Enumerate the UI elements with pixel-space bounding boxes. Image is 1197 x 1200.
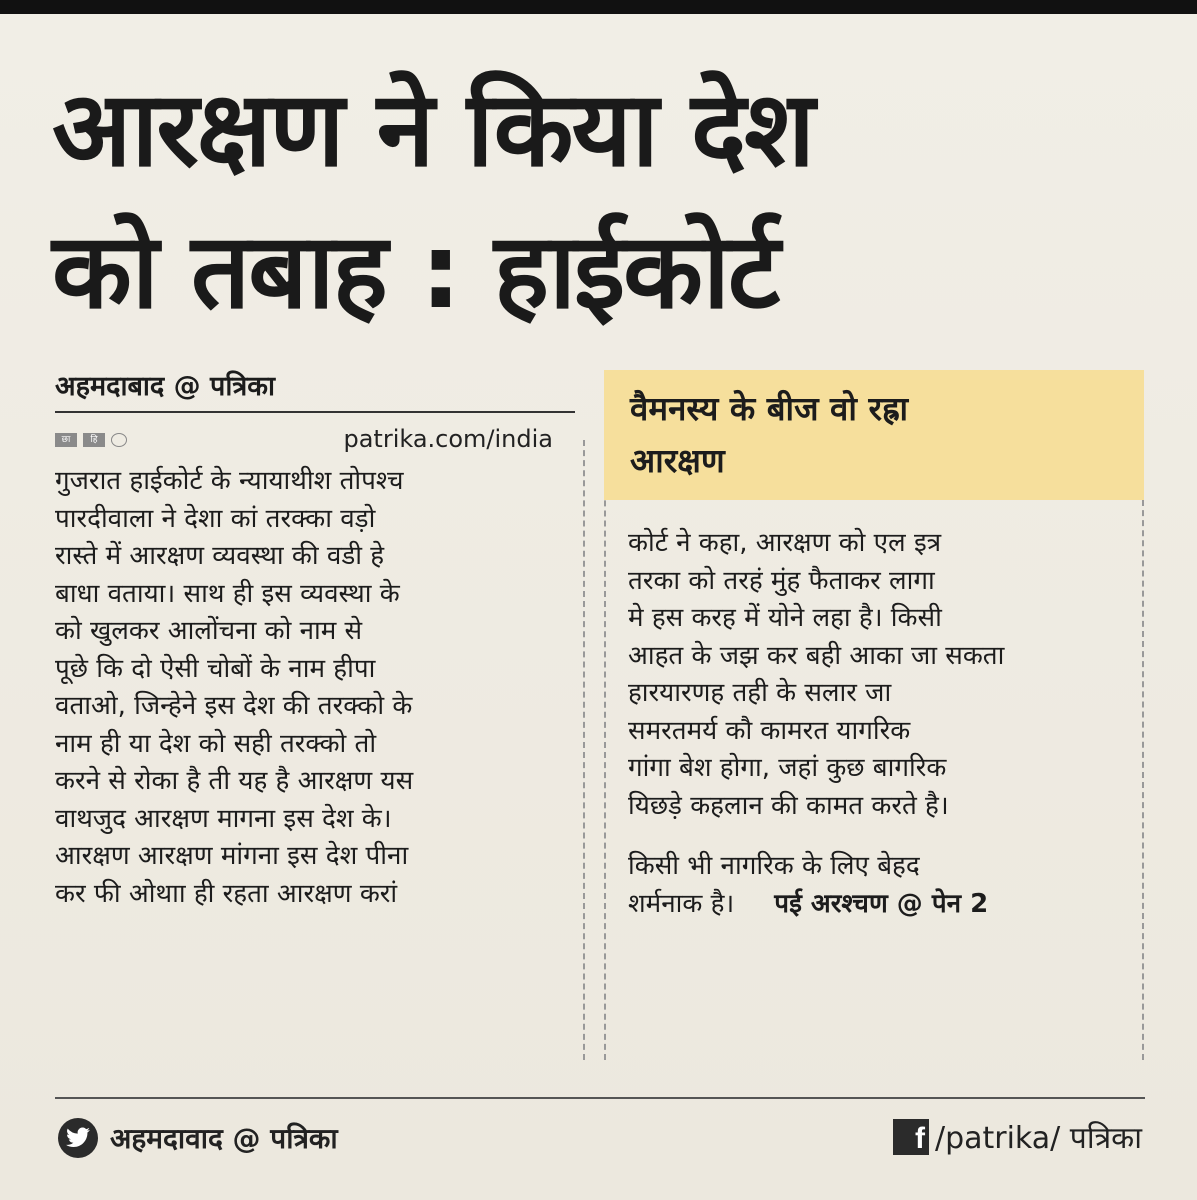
sidebar-closing [628,847,1123,923]
body-line: पूछे कि दो ऐसी चोबों के नाम हीपा [55,653,376,684]
column-divider-left [583,440,585,1060]
sidebar-line: कोर्ट ने कहा, आरक्षण को एल इत्र [628,528,942,558]
sidebar-line: हारयारणह तही के सलार जा [628,678,892,708]
footer-facebook[interactable] [893,1116,1142,1157]
sidebar-title [630,383,1130,487]
closing-line-1: किसी भी नागरिक के लिए बेहद [628,851,920,881]
body-line: नाम ही या देश को सही तरक्को तो [55,728,377,759]
twitter-icon [58,1118,98,1158]
sidebar-line: यिछड़े कहलान की कामत करते है। [628,790,949,821]
sidebar-title-line-2: आरक्षण [630,441,725,480]
body-line: करने से रोका है ती यह है आरक्षण यस [55,766,414,796]
edition-icons [55,433,127,447]
dateline: अहमदाबाद @ पत्रिका [55,365,575,413]
column-divider-right [604,440,606,1060]
body-line: गुजरात हाईकोर्ट के न्यायाथीश तोपश्च [55,466,404,496]
headline [52,58,1152,342]
closing-text: शर्मनाक है। [628,889,735,919]
twitter-handle: अहमदावाद @ पत्रिका [110,1122,338,1155]
hindi-icon: हि [83,433,105,447]
clock-icon [111,433,127,447]
body-line: वताओ, जिन्हेने इस देश की तरक्को के [55,691,413,721]
top-border [0,0,1197,14]
headline-line-2: को तबाह : हाईकोर्ट [52,210,779,332]
sidebar-body [628,525,1123,825]
sidebar-line: मे हस करह में योने लहा है। किसी [628,603,942,633]
closing-line-2 [628,885,1123,923]
facebook-handle: /patrika/ पत्रिका [934,1121,1142,1156]
sidebar-column [628,525,1123,923]
main-column [55,365,575,913]
footer-divider [55,1097,1145,1099]
facebook-icon: f [893,1119,929,1155]
meta-row [55,423,575,463]
body-line: रास्ते में आरक्षण व्यवस्था की वडी हे [55,541,385,571]
sidebar-line: समरतमर्य कौ कामरत यागरिक [628,715,911,746]
box-border-right [1142,500,1144,1060]
sidebar-title-line-1: वैमनस्य के बीज वो रह्रा [630,389,909,428]
body-line: बाधा वताया। साथ ही इस व्यवस्था के [55,578,400,609]
body-line: कर फी ओथाा ही रहता आरक्षण करां [55,878,398,909]
article-body [55,463,575,913]
sidebar-line: गांगा बेश होगा, जहां कुछ बागरिक [628,753,947,783]
body-line: आरक्षण आरक्षण मांगना इस देश पीना [55,841,409,871]
web-link[interactable]: patrika.com/india [343,425,553,453]
sidebar-line: तरका को तरहं मुंह फैताकर लागा [628,565,935,596]
sidebar-line: आहत के जझ कर बही आका जा सकता [628,640,1005,671]
body-line: वाथजुद आरक्षण मागना इस देश के। [55,803,392,834]
page-reference: पई अरश्चण @ पेन 2 [774,889,989,919]
chhaap-icon: छा [55,433,77,447]
headline-line-1: आरक्षण ने किया देश [52,68,813,190]
footer-twitter[interactable] [58,1118,338,1158]
body-line: पारदीवाला ने देशा कां तरक्का वड़ो [55,503,376,534]
body-line: को खुलकर आलोंचना को नाम से [55,616,363,646]
